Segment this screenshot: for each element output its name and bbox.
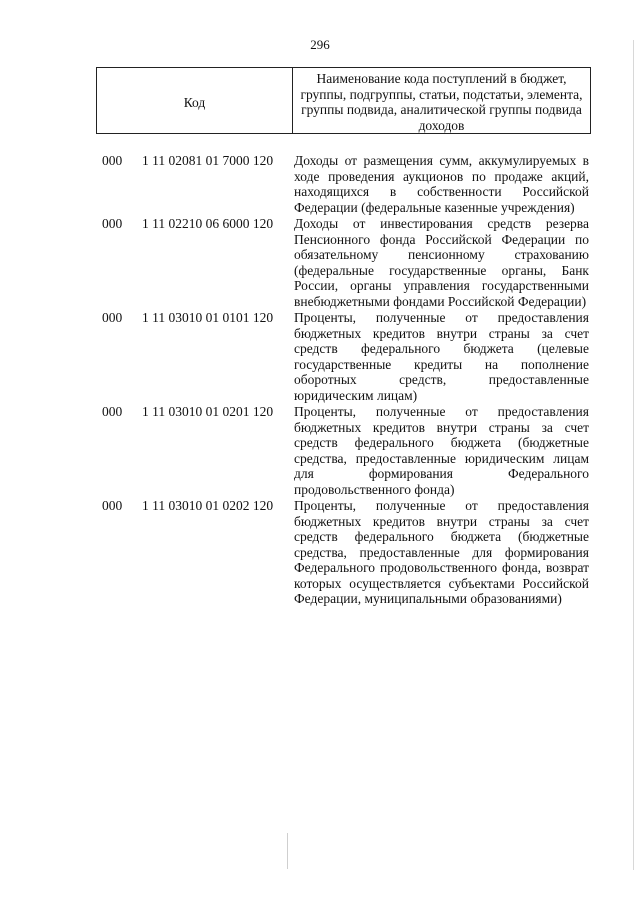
table-row: [96, 498, 591, 607]
code-description: Проценты, полученные от предоставления бюджетных кредитов внутри страны за счет средств федерального бюджета (бюджетные средства, предоставленные юридическим лицам для формирования Федерального продовольственного фонда): [294, 404, 589, 497]
budget-code: 1 11 03010 01 0202 120: [142, 498, 274, 513]
admin-code: 000: [102, 498, 123, 513]
admin-code: 000: [102, 310, 123, 325]
budget-code: 1 11 02081 01 7000 120: [142, 153, 274, 168]
code-description: Проценты, полученные от предоставления бюджетных кредитов внутри страны за счет средств федерального бюджета (целевые государственные кредиты на пополнение оборотных средств, предоставленные юридическим лицам): [294, 310, 589, 403]
scan-artifact: [287, 833, 288, 869]
page-number: 296: [310, 37, 330, 52]
table-row: [96, 404, 591, 497]
budget-code: 1 11 03010 01 0201 120: [142, 404, 274, 419]
admin-code: 000: [102, 404, 123, 419]
code-description: Проценты, полученные от предоставления бюджетных кредитов внутри страны за счет средств федерального бюджета (бюджетные средства, предоставленные для формирования Федерального продовольственного фонда, возврат которых осуществляется субъектами Российской Федерации, муниципальными образованиями): [294, 498, 589, 606]
table-row: [96, 153, 591, 215]
budget-code: 1 11 03010 01 0101 120: [142, 310, 274, 325]
header-name-cell: Наименование кода поступлений в бюджет, группы, подгруппы, статьи, подстатьи, элемента, группы подвида, аналитической группы подвида доходов: [300, 71, 583, 133]
table-row: [96, 310, 591, 403]
admin-code: 000: [102, 216, 123, 231]
admin-code: 000: [102, 153, 123, 168]
table-header: [96, 67, 591, 134]
table-row: [96, 216, 591, 309]
code-description: Доходы от инвестирования средств резерва Пенсионного фонда Российской Федерации по обязательному пенсионному страхованию (федеральные государственные органы, Банк России, органы управления государственными внебюджетными фондами Российской Федерации): [294, 216, 589, 309]
scan-page-edge: [633, 40, 634, 870]
revenue-code-list: [96, 153, 591, 608]
code-description: Доходы от размещения сумм, аккумулируемых в ходе проведения аукционов по продаже акций, находящихся в собственности Российской Федерации (федеральные казенные учреждения): [294, 153, 589, 215]
header-code-cell: Код: [97, 68, 293, 133]
budget-code: 1 11 02210 06 6000 120: [142, 216, 274, 231]
